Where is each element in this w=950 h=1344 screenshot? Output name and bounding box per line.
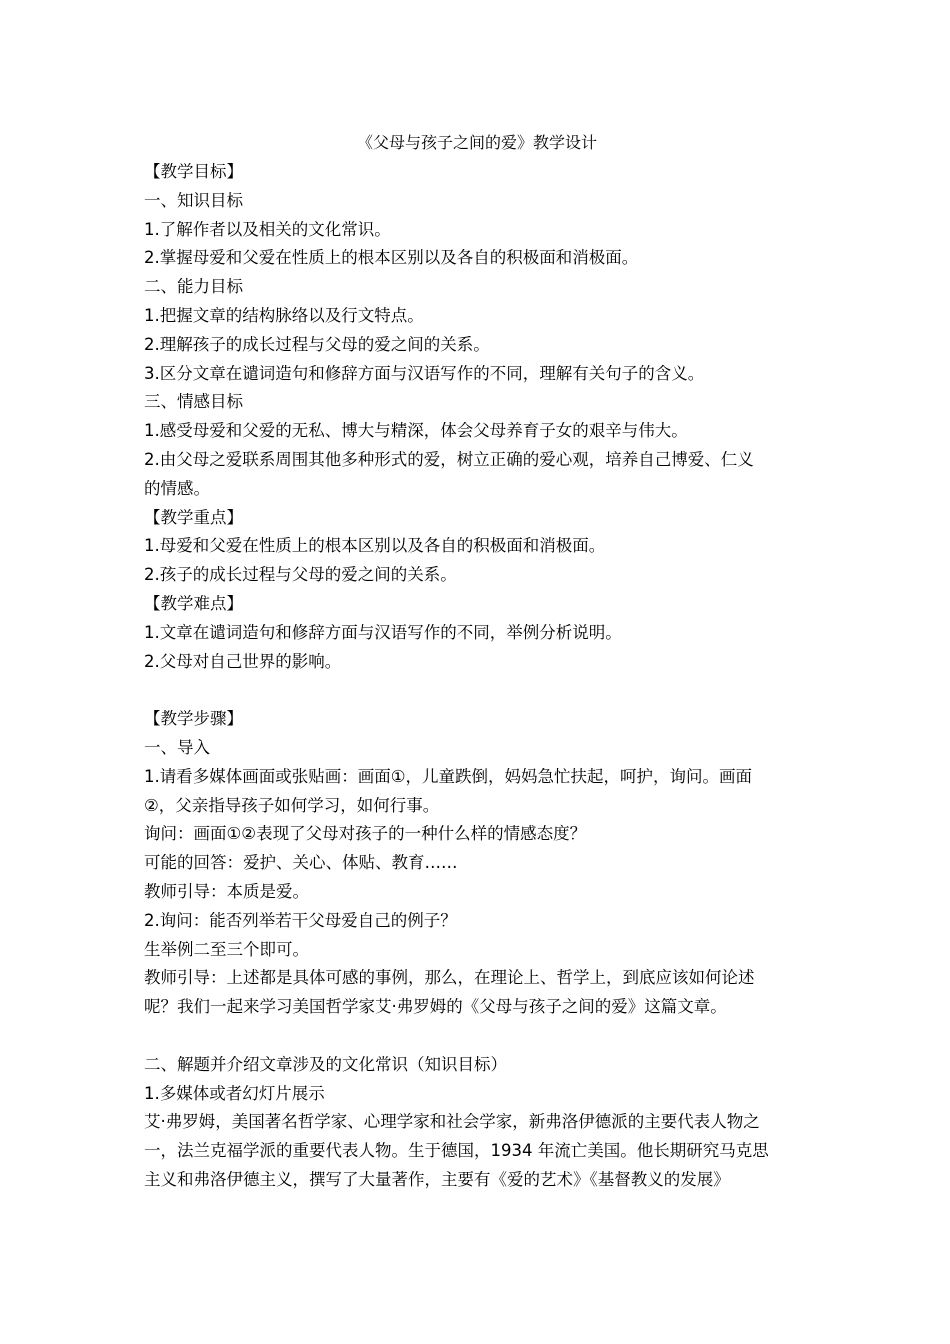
paragraph-line: 询问：画面①②表现了父母对孩子的一种什么样的情感态度？ (144, 824, 587, 844)
paragraph-line: 2.询问：能否列举若干父母爱自己的例子？ (144, 910, 457, 930)
section-heading-difficulties: 【教学难点】 (144, 593, 243, 613)
list-item: 1.文章在谴词造句和修辞方面与汉语写作的不同，举例分析说明。 (144, 622, 622, 642)
section-heading-objectives: 【教学目标】 (144, 162, 243, 181)
section-heading-key-points: 【教学重点】 (144, 507, 243, 527)
paragraph-line: 主义和弗洛伊德主义，撰写了大量著作，主要有《爱的艺术》《基督教义的发展》 (144, 1169, 730, 1189)
subheading-knowledge: 一、知识目标 (144, 190, 243, 210)
list-item: 2.孩子的成长过程与父母的爱之间的关系。 (144, 565, 457, 585)
list-item: 1.了解作者以及相关的文化常识。 (144, 219, 391, 239)
paragraph-line: 生举例二至三个即可。 (144, 939, 309, 959)
paragraph-line: 1.请看多媒体画面或张贴画：画面①，儿童跌倒，妈妈急忙扶起，呵护，询问。画面 (144, 766, 753, 786)
subheading-intro: 一、导入 (144, 737, 210, 757)
list-item: 1.母爱和父爱在性质上的根本区别以及各自的积极面和消极面。 (144, 536, 606, 556)
list-item: 2.掌握母爱和父爱在性质上的根本区别以及各自的积极面和消极面。 (144, 248, 639, 268)
paragraph-spacer (144, 1022, 810, 1051)
paragraph-line: 一，法兰克福学派的重要代表人物。生于德国，1934 年流亡美国。他长期研究马克思 (144, 1141, 769, 1161)
list-item: 2.父母对自己世界的影响。 (144, 651, 342, 671)
paragraph-line: ②，父亲指导孩子如何学习，如何行事。 (144, 795, 440, 815)
paragraph-line: 教师引导：本质是爱。 (144, 881, 309, 901)
paragraph-line: 可能的回答：爱护、关心、体贴、教育…… (144, 853, 458, 873)
list-item: 3.区分文章在谴词造句和修辞方面与汉语写作的不同，理解有关句子的含义。 (144, 363, 705, 383)
paragraph-line: 呢？我们一起来学习美国哲学家艾·弗罗姆的《父母与孩子之间的爱》这篇文章。 (144, 997, 727, 1017)
paragraph-line: 教师引导：上述都是具体可感的事例，那么，在理论上、哲学上，到底应该如何论述 (144, 968, 755, 988)
list-item-continuation: 的情感。 (144, 478, 210, 498)
list-item: 1.感受母爱和父爱的无私、博大与精深，体会父母养育子女的艰辛与伟大。 (144, 421, 688, 441)
section-heading-steps: 【教学步骤】 (144, 709, 243, 729)
list-item: 2.由父母之爱联系周围其他多种形式的爱，树立正确的爱心观，培养自己博爱、仁义 (144, 449, 754, 469)
subheading-emotion: 三、情感目标 (144, 392, 243, 412)
paragraph-spacer (144, 676, 810, 705)
list-item: 1.把握文章的结构脉络以及行文特点。 (144, 305, 424, 325)
subheading-ability: 二、能力目标 (144, 277, 243, 297)
paragraph-line: 1.多媒体或者幻灯片展示 (144, 1083, 325, 1103)
document-page (144, 130, 810, 1195)
paragraph-line: 艾·弗罗姆，美国著名哲学家、心理学家和社会学家，新弗洛伊德派的主要代表人物之 (144, 1112, 760, 1132)
subheading-context: 二、解题并介绍文章涉及的文化常识（知识目标） (144, 1054, 507, 1074)
document-title: 《父母与孩子之间的爱》教学设计 (356, 133, 597, 152)
list-item: 2.理解孩子的成长过程与父母的爱之间的关系。 (144, 334, 490, 354)
